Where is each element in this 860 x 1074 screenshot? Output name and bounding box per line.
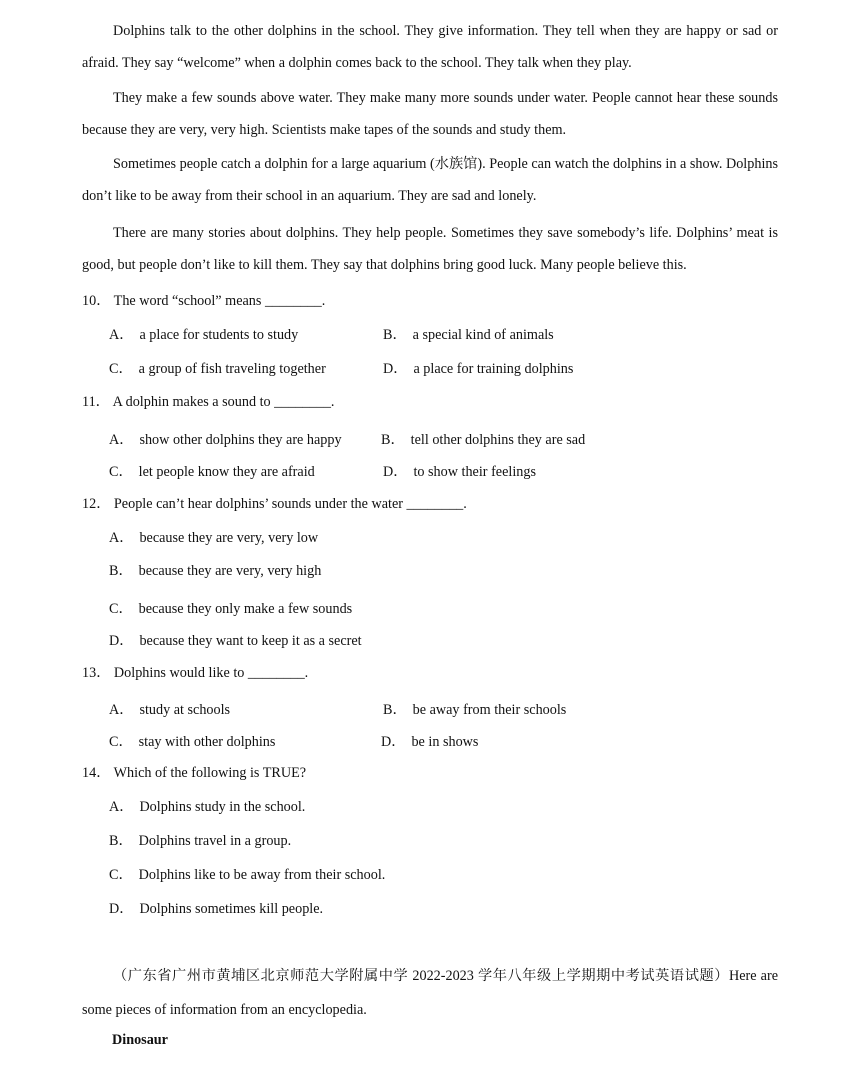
option-text: a place for students to study xyxy=(139,327,299,343)
option-letter: C． xyxy=(109,734,133,750)
option-text: because they are very, very low xyxy=(139,530,319,546)
option-text: Dolphins like to be away from their school. xyxy=(138,867,386,883)
question-14-option-a[interactable] xyxy=(109,796,305,816)
option-text: Dolphins travel in a group. xyxy=(138,833,292,849)
option-letter: B． xyxy=(109,833,133,849)
option-letter: A． xyxy=(109,530,134,546)
question-13-stem: 13． Dolphins would like to ________. xyxy=(82,665,309,681)
question-11-stem: 11． A dolphin makes a sound to ________. xyxy=(82,394,335,410)
option-letter: D． xyxy=(109,901,134,917)
option-text: a place for training dolphins xyxy=(413,361,574,377)
passage-paragraph-4: There are many stories about dolphins. They help people. Sometimes they save somebody’s life. Dolphins’ meat is good, but people don’t like to kill them. They say that dolphins bring good luck. Many people believe this. xyxy=(82,225,778,273)
option-text: because they want to keep it as a secret xyxy=(139,633,362,649)
question-12-option-c[interactable] xyxy=(109,598,352,618)
option-text: study at schools xyxy=(139,702,231,718)
question-11-option-c[interactable] xyxy=(109,461,315,481)
option-letter: A． xyxy=(109,702,134,718)
question-13-option-b[interactable] xyxy=(383,699,566,719)
option-letter: A． xyxy=(109,327,134,343)
option-letter: A． xyxy=(109,432,134,448)
option-text: because they are very, very high xyxy=(138,563,322,579)
option-text: be in shows xyxy=(411,734,479,750)
option-letter: D． xyxy=(109,633,134,649)
option-letter: D． xyxy=(381,734,406,750)
question-12-stem: 12． People can’t hear dolphins’ sounds under the water ________. xyxy=(82,496,467,512)
question-13-option-a[interactable] xyxy=(109,699,230,719)
option-letter: C． xyxy=(109,601,133,617)
option-letter: B． xyxy=(109,563,133,579)
option-letter: D． xyxy=(383,464,408,480)
question-10-option-a[interactable] xyxy=(109,324,298,344)
option-letter: A． xyxy=(109,799,134,815)
question-10-option-b[interactable] xyxy=(383,324,554,344)
question-14-option-d[interactable] xyxy=(109,898,323,918)
option-letter: C． xyxy=(109,464,133,480)
question-11-option-d[interactable] xyxy=(383,461,536,481)
option-letter: C． xyxy=(109,867,133,883)
option-text: a group of fish traveling together xyxy=(138,361,326,377)
option-letter: B． xyxy=(381,432,405,448)
question-14-option-c[interactable] xyxy=(109,864,385,884)
option-letter: C． xyxy=(109,361,133,377)
passage-paragraph-2: They make a few sounds above water. They make many more sounds under water. People cannot hear these sounds because they are very, very high. Scientists make tapes of the sounds and study them. xyxy=(82,90,778,138)
section-heading: Dinosaur xyxy=(112,1032,168,1048)
question-10-option-d[interactable] xyxy=(383,358,573,378)
question-11-option-b[interactable] xyxy=(381,429,585,449)
question-12-option-a[interactable] xyxy=(109,527,318,547)
option-text: to show their feelings xyxy=(413,464,536,480)
option-text: a special kind of animals xyxy=(412,327,554,343)
question-13-option-d[interactable] xyxy=(381,731,478,751)
question-14-option-b[interactable] xyxy=(109,830,291,850)
option-text: Dolphins sometimes kill people. xyxy=(139,901,324,917)
option-text: show other dolphins they are happy xyxy=(139,432,342,448)
option-text: because they only make a few sounds xyxy=(138,601,353,617)
option-text: be away from their schools xyxy=(412,702,567,718)
option-letter: D． xyxy=(383,361,408,377)
passage-paragraph-1: Dolphins talk to the other dolphins in the school. They give information. They tell when they are happy or sad or afraid. They say “welcome” when a dolphin comes back to the school. They talk when they play. xyxy=(82,23,778,71)
question-12-option-b[interactable] xyxy=(109,560,321,580)
option-text: let people know they are afraid xyxy=(138,464,315,480)
question-12-option-d[interactable] xyxy=(109,630,362,650)
question-10-stem: 10． The word “school” means ________. xyxy=(82,293,326,309)
option-letter: B． xyxy=(383,702,407,718)
option-text: tell other dolphins they are sad xyxy=(410,432,586,448)
option-text: Dolphins study in the school. xyxy=(139,799,306,815)
question-11-option-a[interactable] xyxy=(109,429,342,449)
question-13-option-c[interactable] xyxy=(109,731,275,751)
passage-paragraph-3: Sometimes people catch a dolphin for a large aquarium (水族馆). People can watch the dolphins in a show. Dolphins don’t like to be away from their school in an aquarium. They are sad and lonely. xyxy=(82,156,778,204)
question-14-stem: 14． Which of the following is TRUE? xyxy=(82,765,307,781)
section-intro: （广东省广州市黄埔区北京师范大学附属中学 2022-2023 学年八年级上学期期中考试英语试题）Here are some pieces of information from an encyclopedia. xyxy=(82,968,778,1018)
question-10-option-c[interactable] xyxy=(109,358,326,378)
option-text: stay with other dolphins xyxy=(138,734,276,750)
option-letter: B． xyxy=(383,327,407,343)
